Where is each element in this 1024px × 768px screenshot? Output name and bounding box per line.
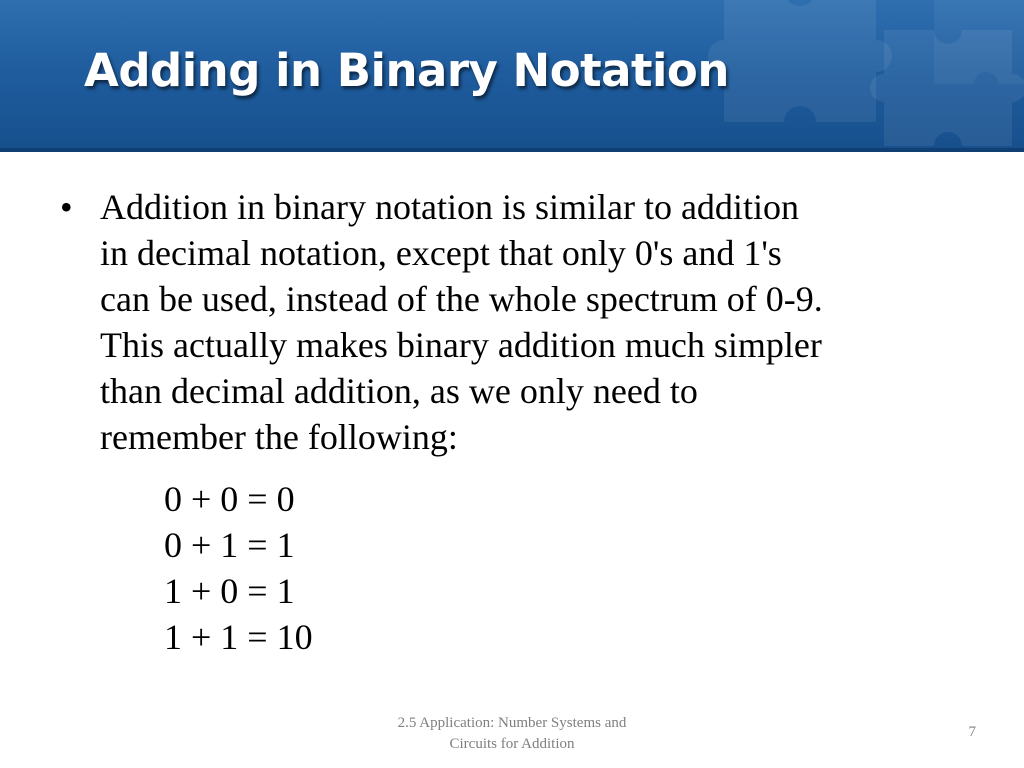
page-number: 7 <box>968 724 976 740</box>
footer-line: Circuits for Addition <box>449 736 575 752</box>
footer-caption <box>352 713 672 755</box>
equation-list <box>58 476 978 660</box>
bullet-line: than decimal addition, as we only need to <box>100 371 698 411</box>
bullet-line: Addition in binary notation is similar to addition <box>100 187 799 227</box>
equation: 1 + 1 = 10 <box>164 617 313 657</box>
bullet-dot-icon: • <box>60 187 73 227</box>
footer-line: 2.5 Application: Number Systems and <box>397 715 627 731</box>
equation: 0 + 1 = 1 <box>164 525 295 565</box>
puzzle-pieces-decoration <box>684 0 1024 152</box>
slide-content <box>58 184 978 660</box>
bullet-line: This actually makes binary addition much simpler <box>100 325 822 365</box>
equation: 0 + 0 = 0 <box>164 479 295 519</box>
bullet-line: in decimal notation, except that only 0's and 1's <box>100 233 782 273</box>
slide-title: Adding in Binary Notation <box>84 44 729 97</box>
bullet-line: remember the following: <box>100 417 458 457</box>
header-band <box>0 0 1024 152</box>
equation: 1 + 0 = 1 <box>164 571 295 611</box>
bullet-line: can be used, instead of the whole spectrum of 0-9. <box>100 279 823 319</box>
bullet-item <box>58 184 970 460</box>
